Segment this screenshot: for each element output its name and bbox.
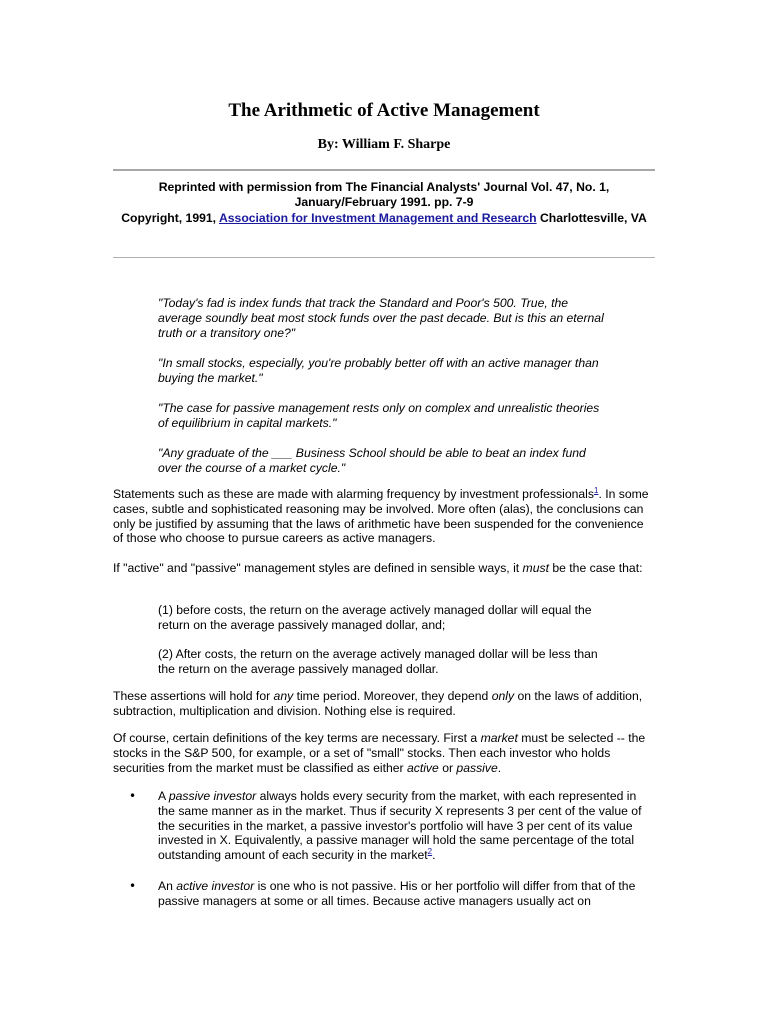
- bullet-icon: •: [129, 789, 137, 803]
- para4-emphasis-3: passive: [456, 760, 498, 775]
- paragraph-definitions-intro: [113, 561, 655, 576]
- para1-text: Statements such as these are made with alarming frequency by investment professionals: [113, 487, 594, 501]
- bullet-passive-investor: [158, 789, 655, 863]
- copyright-suffix: Charlottesville, VA: [536, 210, 647, 225]
- quote-2: "In small stocks, especially, you're probably better off with an active manager than buying the market.": [158, 356, 599, 385]
- para2-emphasis: must: [522, 561, 549, 575]
- assertion-2: (2) After costs, the return on the average actively managed dollar will be less than the return on the average passively managed dollar.: [158, 647, 598, 676]
- para4-text-4: .: [497, 760, 502, 775]
- para4-text-1: Of course, certain definitions of the key terms are necessary. First a: [113, 731, 481, 745]
- divider-top: [113, 169, 655, 171]
- quote-3: "The case for passive management rests only on complex and unrealistic theories of equilibrium in capital markets.": [158, 401, 600, 430]
- paragraph-statements: [113, 487, 655, 546]
- bullet1-text-1: A: [158, 789, 169, 803]
- assertion-1: (1) before costs, the return on the average actively managed dollar will equal the return on the average passively managed dollar, and;: [158, 603, 592, 632]
- bullet2-text-1: An: [158, 879, 177, 893]
- para3-emphasis-1: any: [273, 689, 294, 703]
- page-title: The Arithmetic of Active Management: [228, 100, 540, 121]
- para2-text-cont: be the case that:: [548, 561, 643, 575]
- paragraph-assertions: [113, 689, 655, 719]
- bullet1-text-2: always holds every security from the market, with each represented in the same manner as in the market. Thus if security X represents 3 per cent of the value of the securities in the market, a passive investor's portfolio will have 3 per cent of its value invested in X. Equivalently, a passive manager will hold the same percentage of the total outstanding amount of each security in the market: [158, 789, 642, 863]
- para4-emphasis-2: active: [406, 760, 439, 775]
- para4-emphasis-1: market: [480, 731, 518, 745]
- footnote-1-link[interactable]: 1: [593, 485, 599, 495]
- para3-text-3: on the laws of addition, subtraction, multiplication and division. Nothing else is required.: [113, 689, 643, 718]
- bullet-active-investor: [158, 879, 655, 909]
- bullet1-text-3: .: [432, 848, 436, 863]
- bullet1-emphasis: passive investor: [168, 789, 257, 803]
- reprint-notice: [113, 180, 655, 226]
- reprint-line: Reprinted with permission from The Financial Analysts' Journal Vol. 47, No. 1, January/February 1991. pp. 7-9: [158, 180, 610, 210]
- quote-1: "Today's fad is index funds that track the Standard and Poor's 500. True, the average soundly beat most stock funds over the past decade. But is this an eternal truth or a transitory one?": [158, 296, 604, 340]
- divider-bottom: [113, 257, 655, 258]
- aimr-link[interactable]: Association for Investment Management and Research: [218, 210, 537, 225]
- para3-text-1: These assertions will hold for: [113, 689, 274, 703]
- quote-4: "Any graduate of the ___ Business School should be able to beat an index fund over the course of a market cycle.": [158, 446, 586, 475]
- para4-text-3: or: [438, 760, 457, 775]
- paragraph-market: [113, 731, 655, 775]
- copyright-prefix: Copyright, 1991,: [121, 210, 219, 225]
- author-byline: By: William F. Sharpe: [317, 137, 451, 152]
- footnote-2-link[interactable]: 2: [427, 847, 433, 857]
- para3-text-2: time period. Moreover, they depend: [293, 689, 492, 703]
- para3-emphasis-2: only: [491, 689, 515, 703]
- para1-text-cont: . In some cases, subtle and sophisticated reasoning may be involved. More often (alas), the conclusions can only be justified by assuming that the laws of arithmetic have been suspended for the convenience of those who choose to pursue careers as active managers.: [113, 487, 649, 546]
- para4-text-2: must be selected -- the stocks in the S&P 500, for example, or a set of "small" stocks. Then each investor who holds securities from the market must be classified as either: [113, 731, 646, 775]
- bullet2-emphasis: active investor: [176, 879, 255, 893]
- bullet2-text-2: is one who is not passive. His or her portfolio will differ from that of the passive managers at some or all times. Because active managers usually act on: [158, 879, 636, 908]
- para2-text: If "active" and "passive" management styles are defined in sensible ways, it: [113, 561, 523, 575]
- bullet-icon: •: [129, 879, 137, 893]
